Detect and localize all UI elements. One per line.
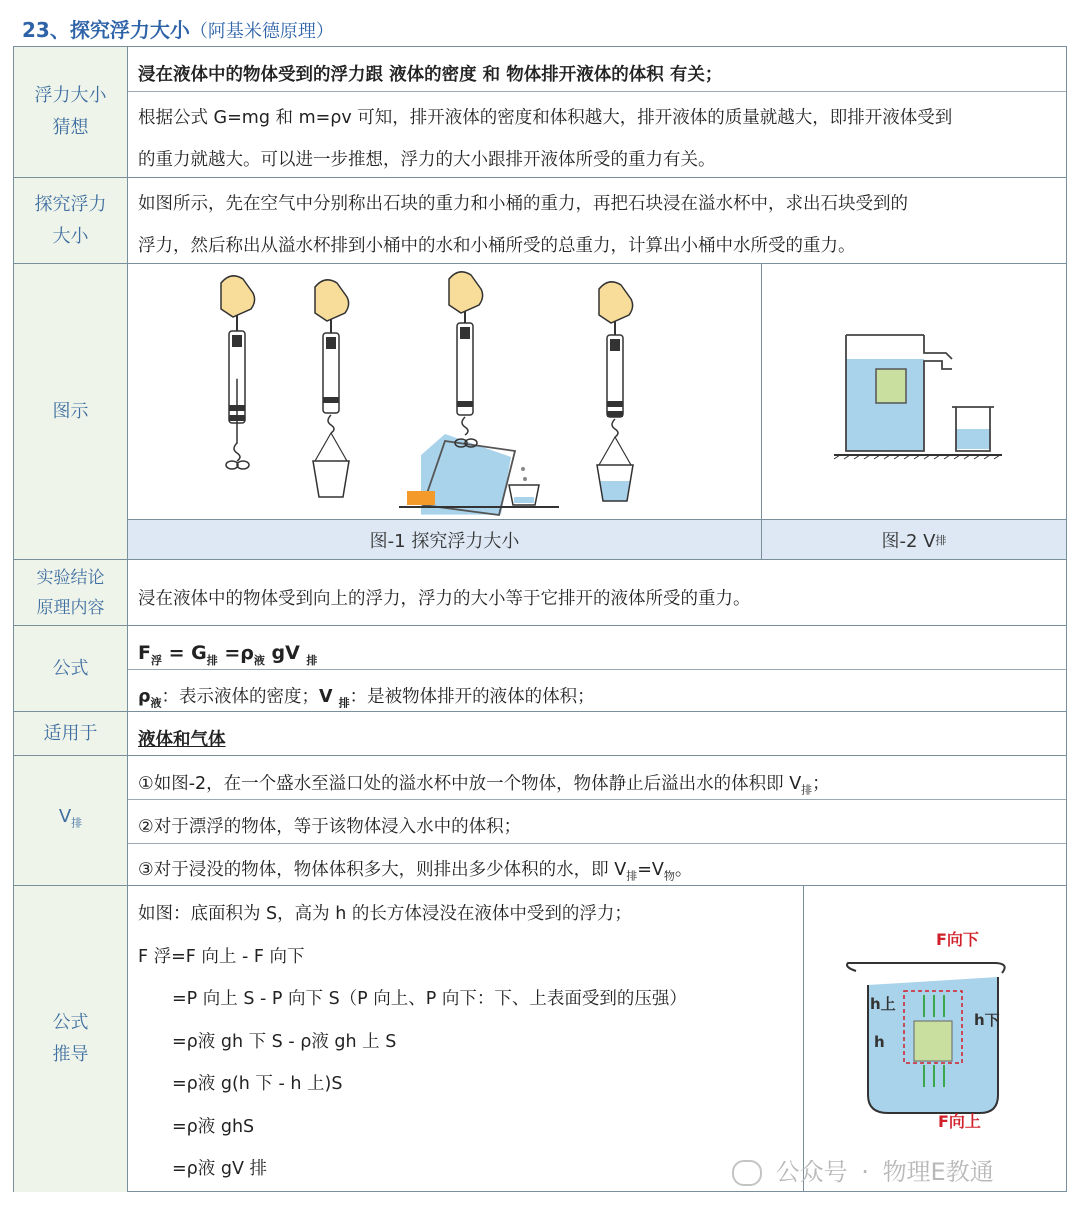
vpai-line-2: ②对于漂浮的物体，等于该物体浸入水中的体积；	[138, 817, 522, 837]
vpai-line-3: ③对于浸没的物体，物体体积多大，则排出多少体积的水，即 $V_排=V_物$。	[138, 860, 693, 883]
derive-eq-5: =ρ液 ghS	[172, 1117, 255, 1137]
header-apply-label: 适用于	[43, 722, 98, 744]
derive-eq-4: =ρ液 g(h 下 - h 上)S	[172, 1074, 343, 1094]
header-vpai: $V_排$	[14, 756, 128, 885]
page-title	[22, 14, 334, 43]
formula-definitions: $\rho_液$：表示液体的密度；V $_排$：是被物体排开的液体的体积；	[138, 687, 595, 710]
divider	[128, 669, 1066, 670]
vpai-line-1: ①如图-2，在一个盛水至溢口处的溢水杯中放一个物体，物体静止后溢出水的体积即 $V_排$；	[138, 774, 830, 797]
header-vpai-label: V	[58, 806, 72, 828]
header-apply	[14, 712, 128, 755]
watermark-separator: ·	[861, 1158, 869, 1186]
explore-line-1: 如图所示，先在空气中分别称出石块的重力和小桶的重力，再把石块浸在溢水杯中，求出石块受到的	[138, 194, 908, 214]
row-divider	[14, 263, 1066, 264]
derive-eq-3: =ρ液 gh 下 S - ρ液 gh 上 S	[172, 1032, 397, 1052]
watermark	[732, 1152, 994, 1187]
guess-line-3: 的重力就越大。可以进一步推想，浮力的大小跟排开液体所受的重力有关。	[138, 150, 716, 170]
derive-eq-6: =ρ液 gV 排	[172, 1159, 267, 1179]
header-conclusion	[14, 560, 128, 625]
label-h-bottom: h下	[974, 1011, 1000, 1029]
row-divider	[14, 177, 1066, 178]
row-divider	[14, 885, 1066, 886]
watermark-prefix: 公众号	[775, 1158, 848, 1186]
derive-divider	[803, 886, 804, 1192]
header-conclusion-label: 实验结论原理内容	[36, 567, 105, 618]
guess-line-1: 浸在液体中的物体受到的浮力跟 液体的密度 和 物体排开液体的体积 有关；	[138, 65, 723, 85]
header-guess	[14, 47, 128, 177]
header-derive	[14, 886, 128, 1192]
figure-1-illustration	[129, 265, 761, 517]
derivation-beaker-figure	[834, 917, 1034, 1137]
derive-eq-2: =P 向上 S - P 向下 S（P 向上、P 向下：下、上表面受到的压强）	[172, 989, 687, 1009]
title-main: 23、探究浮力大小	[22, 18, 190, 42]
label-h-top: h上	[870, 995, 896, 1013]
figure-2-caption-sub: 排	[935, 533, 947, 547]
conclusion-text: 浸在液体中的物体受到向上的浮力，浮力的大小等于它排开的液体所受的重力。	[138, 589, 751, 609]
row-divider	[14, 625, 1066, 626]
header-guess-label: 浮力大小猜想	[34, 85, 107, 138]
divider	[128, 843, 1066, 844]
apply-text: 液体和气体	[138, 730, 226, 750]
figure-2-illustration	[774, 265, 1064, 517]
header-explore-label: 探究浮力大小	[34, 193, 107, 247]
header-figure	[14, 264, 128, 559]
spring-scale-2	[313, 280, 349, 497]
figure-2-caption-text: 图-2 V	[881, 530, 936, 552]
spring-scale-1	[221, 276, 255, 469]
label-h: h	[874, 1033, 885, 1051]
row-divider	[14, 711, 1066, 712]
watermark-name: 物理E教通	[882, 1158, 994, 1186]
row-divider	[14, 755, 1066, 756]
divider	[128, 799, 1066, 800]
header-figure-label: 图示	[52, 400, 89, 422]
wechat-icon	[732, 1160, 762, 1186]
label-f-up: F向上	[938, 1112, 981, 1131]
guess-line-2: 根据公式 G=mg 和 m=ρv 可知，排开液体的密度和体积越大，排开液体的质量就越大，即排开液体受到	[138, 108, 953, 128]
knowledge-table	[13, 46, 1067, 1192]
label-f-down: F向下	[936, 930, 979, 949]
explore-line-2: 浮力，然后称出从溢水杯排到小桶中的水和小桶所受的总重力，计算出小桶中水所受的重力。	[138, 236, 856, 256]
header-derive-label: 公式推导	[52, 1012, 89, 1065]
header-formula	[14, 626, 128, 711]
derive-intro: 如图：底面积为 S，高为 h 的长方体浸没在液体中受到的浮力；	[138, 904, 632, 924]
main-formula: $F_浮 = G_排 =\rho_液$ gV $_排$	[138, 642, 318, 667]
figure-2-caption	[762, 519, 1066, 559]
figure-1-caption-text: 图-1 探究浮力大小	[369, 530, 520, 552]
spring-scale-3	[399, 272, 559, 515]
divider	[128, 91, 1066, 92]
title-sub: （阿基米德原理）	[189, 21, 334, 42]
header-explore	[14, 178, 128, 263]
figure-divider	[761, 264, 762, 559]
figure-1-caption	[128, 519, 761, 559]
header-formula-label: 公式	[52, 657, 89, 679]
derive-eq-1: F 浮=F 向上 - F 向下	[138, 947, 305, 967]
spring-scale-4	[597, 282, 633, 501]
row-divider	[14, 559, 1066, 560]
